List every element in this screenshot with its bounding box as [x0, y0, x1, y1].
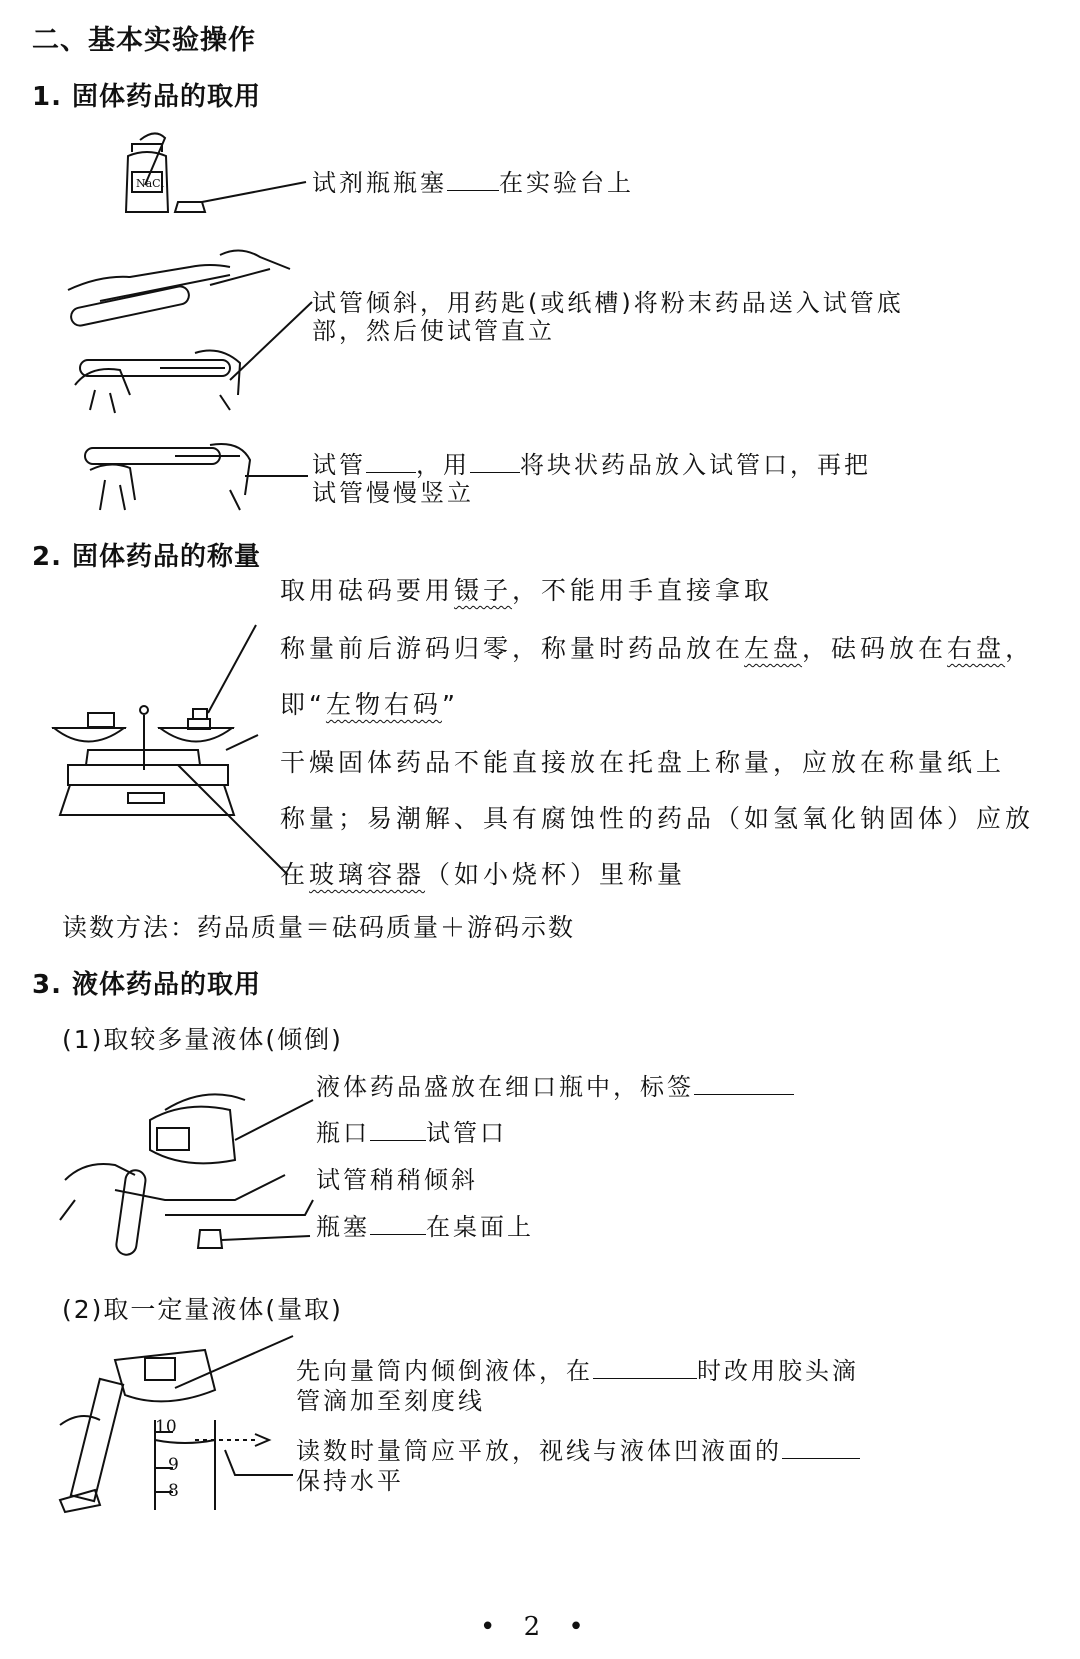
- section-title: 二、基本实验操作: [32, 25, 256, 56]
- subheading-pouring: (1)取较多量液体(倾倒): [62, 1025, 343, 1054]
- weigh-line3: 即“左物右码”: [280, 690, 459, 719]
- fill-blank: [447, 168, 499, 191]
- heading-solid-taking: 1. 固体药品的取用: [32, 82, 262, 112]
- fill-blank: [694, 1072, 794, 1095]
- fill-blank: [470, 450, 520, 473]
- measure-note2-line2: 保持水平: [296, 1467, 404, 1495]
- fill-blank: [782, 1436, 860, 1459]
- fill-blank: [370, 1118, 426, 1141]
- weigh-line1: 取用砝码要用镊子，不能用手直接拿取: [280, 576, 774, 605]
- weigh-line6: 在玻璃容器（如小烧杯）里称量: [280, 860, 687, 889]
- weigh-line5: 称量；易潮解、具有腐蚀性的药品（如氢氧化钠固体）应放: [280, 804, 1035, 833]
- subheading-measuring: (2)取一定量液体(量取): [62, 1295, 343, 1324]
- reagent-bottle-illustration: [110, 130, 310, 220]
- note-lump-line1: 试管 ，用 将块状药品放入试管口，再把: [312, 451, 871, 479]
- note-bottle-stopper: 试剂瓶瓶塞 在实验台上: [312, 169, 634, 197]
- pour-note-stopper: 瓶塞 在桌面上: [316, 1213, 534, 1241]
- powder-test-tube-illustration: [60, 245, 320, 415]
- balance-illustration: [48, 615, 288, 835]
- fill-blank: [593, 1356, 697, 1379]
- measure-note1-line2: 管滴加至刻度线: [296, 1387, 485, 1415]
- page-number: • 2 •: [480, 1612, 594, 1642]
- fill-blank: [366, 450, 416, 473]
- measure-note1-line1: 先向量筒内倾倒液体，在 时改用胶头滴: [296, 1357, 859, 1385]
- note-powder-line2: 部，然后使试管直立: [312, 317, 555, 345]
- weigh-line4: 干燥固体药品不能直接放在托盘上称量，应放在称量纸上: [280, 748, 1006, 777]
- bottle-label: NaCl: [136, 177, 165, 190]
- lump-test-tube-illustration: [80, 440, 310, 515]
- measure-note2-line1: 读数时量筒应平放，视线与液体凹液面的: [296, 1436, 860, 1466]
- note-powder-line1: 试管倾斜，用药匙(或纸槽)将粉末药品送入试管底: [312, 289, 904, 317]
- weigh-line2: 称量前后游码归零，称量时药品放在左盘，砝码放在右盘，: [280, 634, 1035, 663]
- note-lump-line2: 试管慢慢竖立: [312, 479, 474, 507]
- scale-label-10: 10: [155, 1417, 177, 1437]
- scale-label-9: 9: [168, 1455, 179, 1475]
- pour-note-mouth: 瓶口 试管口: [316, 1119, 507, 1147]
- measuring-cylinder-illustration: [55, 1340, 295, 1520]
- heading-weighing: 2. 固体药品的称量: [32, 542, 262, 572]
- scale-label-8: 8: [168, 1481, 179, 1501]
- pour-note-label: 液体药品盛放在细口瓶中，标签: [316, 1072, 794, 1102]
- heading-liquid-taking: 3. 液体药品的取用: [32, 970, 262, 1000]
- reading-method: 读数方法：药品质量＝砝码质量＋游码示数: [62, 913, 576, 942]
- fill-blank: [370, 1212, 426, 1235]
- pour-note-tilt: 试管稍稍倾斜: [316, 1166, 478, 1194]
- pouring-illustration: [55, 1080, 325, 1270]
